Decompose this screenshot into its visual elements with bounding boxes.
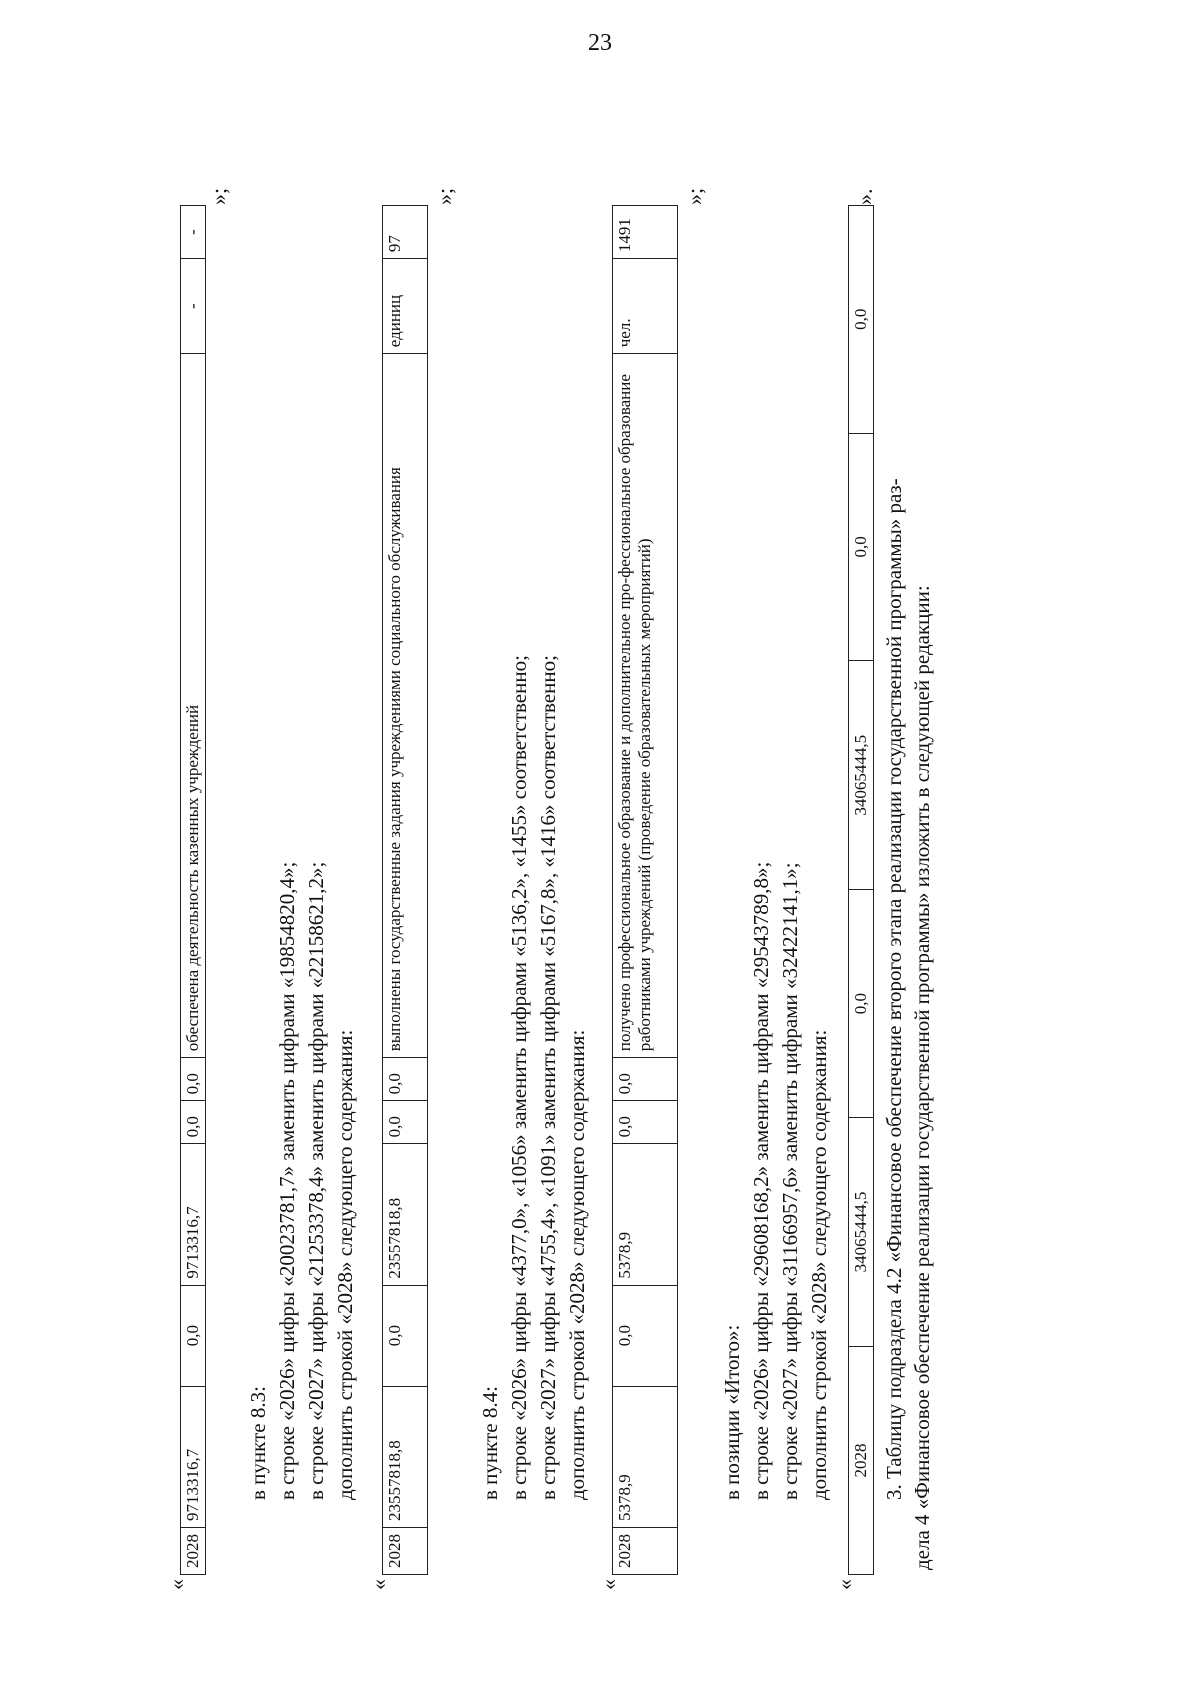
table-cell: 2028 — [849, 1347, 874, 1575]
section-8-3-heading: в пункте 8.3: — [246, 1386, 270, 1500]
quote-open-3: « — [596, 1579, 621, 1590]
quote-close-1: »; — [206, 187, 231, 205]
section-8-4-line: дополнить строкой «2028» следующего содержания: — [565, 1029, 589, 1500]
table-cell: 0,0 — [181, 1058, 206, 1101]
table-row — [849, 206, 874, 1575]
table-cell: 0,0 — [181, 1285, 206, 1386]
table-cell: 34065444,5 — [849, 661, 874, 890]
quote-open-1: « — [164, 1579, 189, 1590]
section-itogo-line: в строке «2027» цифры «31166957,6» заменить цифрами «32422141,1»; — [778, 862, 802, 1500]
quote-open-4: « — [832, 1579, 857, 1590]
section-8-4-heading: в пункте 8.4: — [478, 1386, 502, 1500]
table-cell: 0,0 — [849, 433, 874, 661]
section-8-3-line: дополнить строкой «2028» следующего содержания: — [333, 1029, 357, 1500]
section-8-4-line: в строке «2027» цифры «4755,4», «1091» заменить цифрами «5167,8», «1416» соответственно; — [536, 655, 560, 1500]
quote-close-3: »; — [682, 187, 707, 205]
rotated-document-body — [164, 150, 934, 1590]
table-cell: - — [181, 206, 206, 259]
table-1 — [180, 205, 206, 1575]
section-itogo-heading: в позиции «Итого»: — [720, 1324, 744, 1500]
paragraph-3-line-1: 3. Таблицу подраздела 4.2 «Финансовое обеспечение второго этапа реализации государственной программы» раз- — [882, 478, 906, 1500]
table-cell: 2028 — [181, 1527, 206, 1574]
section-8-4-line: в строке «2026» цифры «4377,0», «1056» заменить цифрами «5136,2», «1455» соответственно; — [507, 655, 531, 1500]
page-number: 23 — [588, 30, 612, 56]
section-itogo-line: в строке «2026» цифры «29608168,2» заменить цифрами «29543789,8»; — [749, 861, 773, 1500]
table-cell: 0,0 — [849, 206, 874, 434]
table-cell: 2028 — [613, 1527, 678, 1574]
table-4 — [848, 205, 874, 1575]
table-cell: 0,0 — [613, 1285, 678, 1386]
table-cell: 0,0 — [849, 890, 874, 1118]
table-2 — [382, 205, 428, 1575]
table-cell: 0,0 — [613, 1101, 678, 1144]
paragraph-3-line-2: дела 4 «Финансовое обеспечение реализации государственной программы» изложить в следующей редакции: — [910, 585, 934, 1570]
table-cell: 9713316,7 — [181, 1144, 206, 1285]
table-cell: 0,0 — [181, 1101, 206, 1144]
table-cell: чел. — [613, 259, 678, 354]
table-cell: 0,0 — [383, 1058, 428, 1101]
table-cell: обеспечена деятельность казенных учреждений — [181, 354, 206, 1058]
quote-close-4: ». — [852, 188, 877, 205]
table-cell: 1491 — [613, 206, 678, 259]
table-row — [613, 206, 678, 1575]
section-itogo-line: дополнить строкой «2028» следующего содержания: — [807, 1029, 831, 1500]
table-cell: единиц — [383, 259, 428, 354]
table-cell: 5378,9 — [613, 1144, 678, 1285]
table-cell: выполнены государственные задания учреждениями социального обслуживания — [383, 354, 428, 1058]
table-cell: 9713316,7 — [181, 1386, 206, 1527]
table-row — [181, 206, 206, 1575]
table-cell: получено профессиональное образование и дополнительное про-фессиональное образование работниками учреждений (проведение образовательных мероприятий) — [613, 354, 678, 1058]
table-row — [383, 206, 428, 1575]
section-8-3-line: в строке «2027» цифры «21253378,4» заменить цифрами «22158621,2»; — [304, 861, 328, 1500]
table-cell: 23557818,8 — [383, 1144, 428, 1285]
quote-open-2: « — [366, 1579, 391, 1590]
table-cell: 23557818,8 — [383, 1386, 428, 1527]
table-cell: 5378,9 — [613, 1386, 678, 1527]
table-cell: 0,0 — [383, 1285, 428, 1386]
section-8-3-line: в строке «2026» цифры «20023781,7» заменить цифрами «19854820,4»; — [275, 861, 299, 1500]
table-cell: - — [181, 259, 206, 354]
table-3 — [612, 205, 678, 1575]
table-cell: 2028 — [383, 1527, 428, 1574]
quote-close-2: »; — [432, 187, 457, 205]
table-cell: 34065444,5 — [849, 1117, 874, 1346]
table-cell: 0,0 — [383, 1101, 428, 1144]
table-cell: 97 — [383, 206, 428, 259]
table-cell: 0,0 — [613, 1058, 678, 1101]
